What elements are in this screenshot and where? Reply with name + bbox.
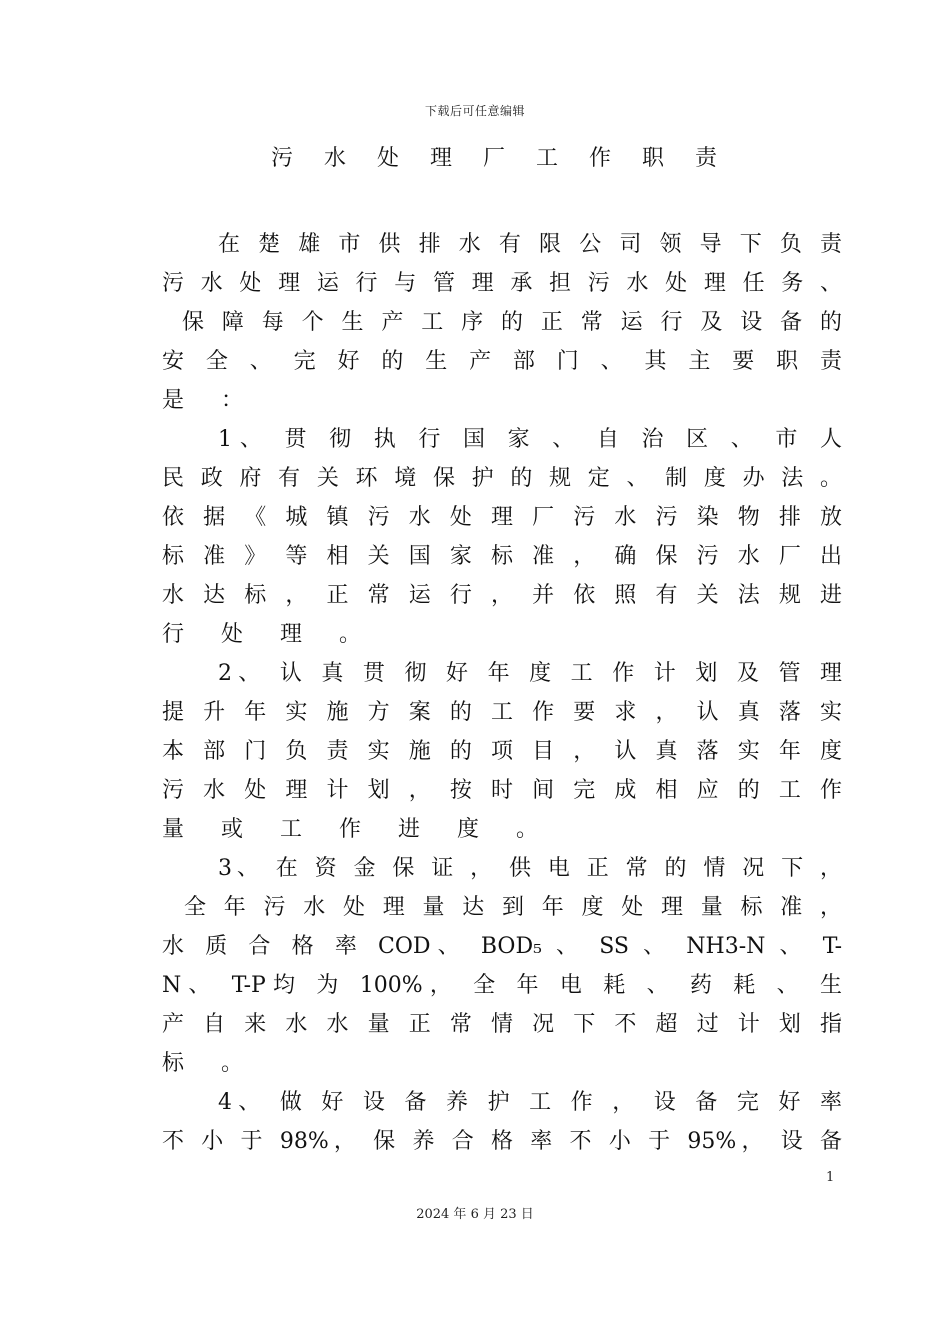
text-line: 是 ： — [162, 388, 258, 413]
text-line: 提 升 年 实 施 方 案 的 工 作 要 求 ， 认 真 落 实 — [162, 700, 842, 725]
page-number: 1 — [826, 1170, 835, 1185]
text-line: 3、 在 资 金 保 证 ， 供 电 正 常 的 情 况 下 ， — [218, 856, 842, 881]
text-line: 不 小 于 98%， 保 养 合 格 率 不 小 于 95%， 设 备 — [162, 1129, 842, 1154]
text-line: 2、 认 真 贯 彻 好 年 度 工 作 计 划 及 管 理 — [218, 661, 842, 686]
text-line: 标 。 — [162, 1051, 258, 1076]
footer-date: 2024 年 6 月 23 日 — [416, 1207, 534, 1222]
text-line: 全 年 污 水 处 理 量 达 到 年 度 处 理 量 标 准 ， — [184, 895, 842, 920]
body-text — [162, 225, 842, 1161]
text-line: 污 水 处 理 运 行 与 管 理 承 担 污 水 处 理 任 务 、 — [162, 271, 842, 296]
text-line: 标 准 》 等 相 关 国 家 标 准 ， 确 保 污 水 厂 出 — [162, 544, 842, 569]
text-line: 产 自 来 水 水 量 正 常 情 况 下 不 超 过 计 划 指 — [162, 1012, 842, 1037]
text-line: 4、 做 好 设 备 养 护 工 作 ， 设 备 完 好 率 — [218, 1090, 842, 1115]
text-line: 依 据 《 城 镇 污 水 处 理 厂 污 水 污 染 物 排 放 — [162, 505, 842, 530]
text-line: N、 T-P均 为 100%， 全 年 电 耗 、 药 耗 、 生 — [162, 973, 842, 998]
text-line: 污 水 处 理 计 划 ， 按 时 间 完 成 相 应 的 工 作 — [162, 778, 842, 803]
text-line: 本 部 门 负 责 实 施 的 项 目 ， 认 真 落 实 年 度 — [162, 739, 842, 764]
text-line: 在 楚 雄 市 供 排 水 有 限 公 司 领 导 下 负 责 — [218, 232, 842, 257]
text-line: 量 或 工 作 进 度 。 — [162, 817, 553, 842]
text-line: 水 质 合 格 率 COD、 BOD₅ 、 SS 、 NH3-N 、 T- — [162, 934, 842, 959]
text-line: 安 全 、 完 好 的 生 产 部 门 、 其 主 要 职 责 — [162, 349, 842, 374]
text-line: 保 障 每 个 生 产 工 序 的 正 常 运 行 及 设 备 的 — [182, 310, 842, 335]
text-line: 1、 贯 彻 执 行 国 家 、 自 治 区 、 市 人 — [218, 427, 842, 452]
text-line: 水 达 标 ， 正 常 运 行 ， 并 依 照 有 关 法 规 进 — [162, 583, 842, 608]
text-line: 行 处 理 。 — [162, 622, 376, 647]
document-title: 污 水 处 理 厂 工 作 职 责 — [271, 146, 729, 171]
text-line: 民 政 府 有 关 环 境 保 护 的 规 定 、 制 度 办 法 。 — [162, 466, 842, 491]
header-note: 下载后可任意编辑 — [424, 104, 525, 118]
